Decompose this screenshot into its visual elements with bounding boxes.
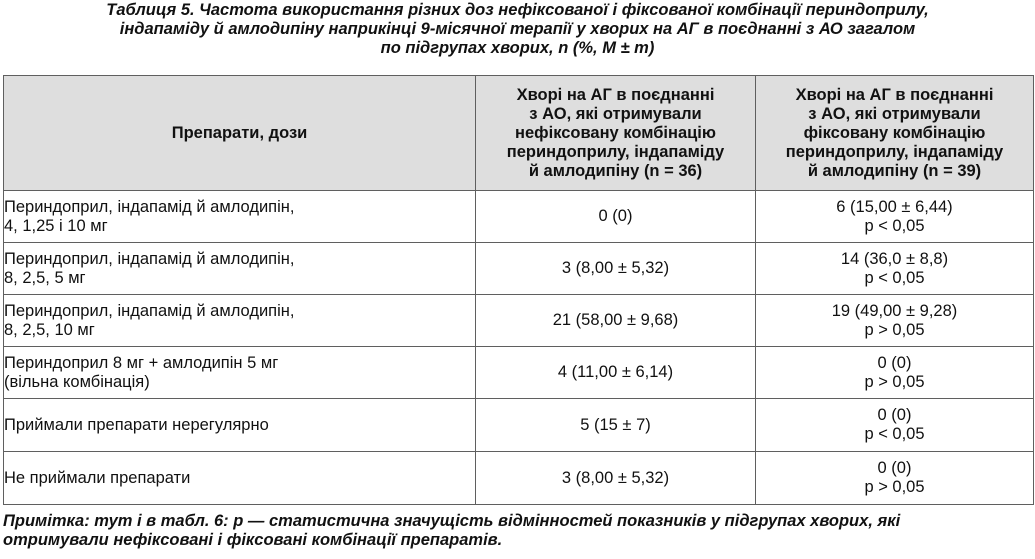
fixed-value-line: 14 (36,0 ± 8,8) (840, 249, 949, 268)
drug-cell (4, 347, 476, 399)
table-row (4, 243, 1034, 295)
header-nonfixed-group (476, 76, 756, 191)
nonfixed-value: 5 (15 ± 7) (476, 399, 756, 452)
header-line: Хворі на АГ в поєднанні (795, 85, 994, 104)
table-header-row (4, 76, 1034, 191)
table-row (4, 295, 1034, 347)
drug-line: 4, 1,25 і 10 мг (4, 216, 108, 235)
drug-line: Не приймали препарати (4, 468, 191, 487)
table-row (4, 399, 1034, 452)
header-line: й амлодипіну (n = 36) (528, 161, 703, 180)
table-note (3, 512, 1033, 550)
drug-line: Периндоприл, індапамід й амлодипін, (4, 197, 295, 216)
header-line: нефіксовану комбінацію (515, 123, 716, 142)
fixed-value (756, 191, 1034, 243)
p-value: p > 0,05 (864, 320, 925, 339)
p-value: p < 0,05 (864, 268, 925, 287)
note-line: Примітка: тут і в табл. 6: p — статистична значущість відмінностей показників у підгрупах хворих, які (3, 512, 901, 530)
header-line: Хворі на АГ в поєднанні (516, 85, 715, 104)
table-row (4, 191, 1034, 243)
drug-line: Приймали препарати нерегулярно (4, 415, 269, 434)
drug-cell (4, 399, 476, 452)
header-line: з АО, які отримували (808, 104, 981, 123)
header-fixed-group (756, 76, 1034, 191)
nonfixed-value: 3 (8,00 ± 5,32) (476, 452, 756, 505)
drug-line: Периндоприл, індапамід й амлодипін, (4, 301, 295, 320)
fixed-value (756, 399, 1034, 452)
data-table (3, 75, 1034, 505)
nonfixed-value: 3 (8,00 ± 5,32) (476, 243, 756, 295)
p-value: p < 0,05 (864, 425, 925, 443)
header-drugs: Препарати, дози (4, 76, 476, 191)
caption-line: по підгрупах хворих, n (%, M ± m) (380, 39, 655, 57)
drug-cell (4, 191, 476, 243)
fixed-value-line: 0 (0) (877, 459, 912, 477)
caption-line: індапаміду й амлодипіну наприкінці 9-місячної терапії у хворих на АГ в поєднанні з АО загалом (119, 20, 916, 38)
nonfixed-value: 4 (11,00 ± 6,14) (476, 347, 756, 399)
header-line: фіксовану комбінацію (803, 123, 986, 142)
p-value: p > 0,05 (864, 372, 925, 391)
fixed-value-line: 0 (0) (877, 406, 912, 424)
fixed-value (756, 347, 1034, 399)
drug-cell (4, 243, 476, 295)
fixed-value (756, 452, 1034, 505)
table-caption (0, 1, 1035, 58)
fixed-value (756, 243, 1034, 295)
drug-cell (4, 295, 476, 347)
header-line: з АО, які отримували (529, 104, 702, 123)
drug-line: 8, 2,5, 10 мг (4, 320, 95, 339)
drug-line: Периндоприл 8 мг + амлодипін 5 мг (4, 353, 279, 372)
table-row (4, 452, 1034, 505)
note-line: отримували нефіксовані і фіксовані комбінації препаратів. (3, 531, 503, 549)
fixed-value-line: 6 (15,00 ± 6,44) (836, 197, 953, 216)
fixed-value (756, 295, 1034, 347)
p-value: p > 0,05 (864, 478, 925, 496)
drug-line: Периндоприл, індапамід й амлодипін, (4, 249, 295, 268)
drug-cell (4, 452, 476, 505)
nonfixed-value: 21 (58,00 ± 9,68) (476, 295, 756, 347)
table-row (4, 347, 1034, 399)
drug-line: 8, 2,5, 5 мг (4, 268, 86, 287)
nonfixed-value: 0 (0) (476, 191, 756, 243)
header-line: периндоприлу, індапаміду (785, 142, 1004, 161)
drug-line: (вільна комбінація) (4, 372, 150, 391)
fixed-value-line: 19 (49,00 ± 9,28) (831, 301, 958, 320)
header-line: й амлодипіну (n = 39) (807, 161, 982, 180)
p-value: p < 0,05 (864, 216, 925, 235)
header-line: периндоприлу, індапаміду (506, 142, 725, 161)
fixed-value-line: 0 (0) (877, 353, 912, 372)
caption-line: Таблиця 5. Частота використання різних доз нефіксованої і фіксованої комбінації периндоприлу, (106, 1, 929, 19)
